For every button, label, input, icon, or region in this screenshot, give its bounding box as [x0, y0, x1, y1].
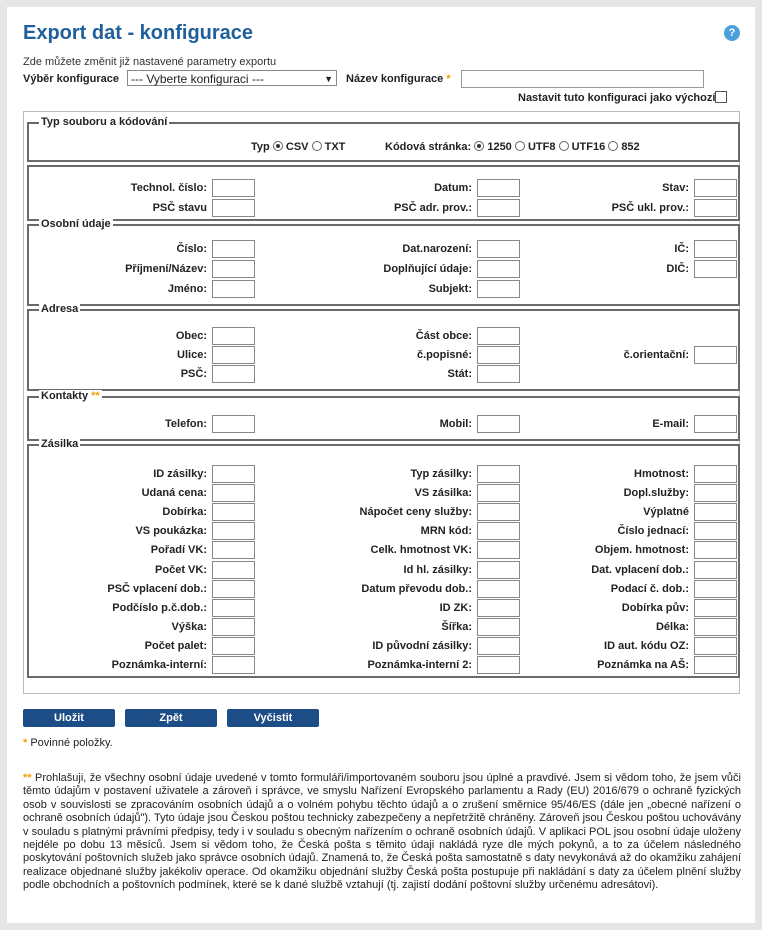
config-name-input[interactable]: [461, 70, 704, 88]
field-label: Ulice:: [177, 349, 207, 361]
field-label: Stav:: [662, 182, 689, 194]
field-input[interactable]: [694, 580, 737, 598]
field-label: VS zásilka:: [414, 487, 472, 500]
required-note-text: Povinné položky.: [30, 737, 113, 749]
field-label: č.orientační:: [623, 349, 689, 361]
field-label: Číslo:: [176, 243, 207, 255]
field-label: Poznámka-interní 2:: [367, 659, 472, 671]
radio-1250-label: 1250: [487, 141, 512, 153]
field-label: Dobírka:: [162, 506, 207, 519]
field-label: ID ZK:: [439, 601, 472, 614]
save-button[interactable]: Uložit: [23, 709, 115, 727]
radio-utf8-label: UTF8: [527, 141, 556, 153]
field-label: Hmotnost:: [634, 468, 689, 480]
address-legend: Adresa: [41, 303, 79, 315]
field-input[interactable]: [212, 365, 255, 383]
field-input[interactable]: [212, 327, 255, 345]
radio-utf16-label: UTF16: [571, 141, 606, 153]
field-label: PSČ vplacení dob.:: [107, 582, 207, 595]
config-name-label: [346, 73, 451, 85]
field-input[interactable]: [477, 327, 520, 345]
field-input[interactable]: [212, 618, 255, 636]
radio-txt-label: TXT: [324, 141, 346, 153]
field-input[interactable]: [212, 484, 255, 502]
field-label: Datum převodu dob.:: [361, 582, 472, 595]
field-label: Stát:: [447, 368, 472, 380]
field-label: Dopl.služby:: [623, 487, 689, 500]
field-label: PSČ ukl. prov.:: [611, 202, 689, 214]
field-input[interactable]: [694, 522, 737, 540]
field-label: Nápočet ceny služby:: [359, 506, 472, 519]
field-input[interactable]: [694, 561, 737, 579]
page-subtitle: Zde můžete změnit již nastavené parametry exportu: [23, 56, 277, 68]
type-label: Typ: [251, 141, 270, 153]
contacts-legend-text: Kontakty: [41, 390, 89, 402]
field-label: Výška:: [171, 620, 207, 633]
field-label: Technol. číslo:: [130, 182, 207, 194]
required-mark: *: [446, 73, 451, 85]
field-input[interactable]: [212, 541, 255, 559]
field-input[interactable]: [212, 346, 255, 364]
field-input[interactable]: [694, 465, 737, 483]
radio-utf16[interactable]: [559, 141, 569, 151]
page: [7, 7, 755, 923]
field-label: Typ zásilky:: [410, 468, 472, 480]
field-input[interactable]: [694, 179, 737, 197]
field-label: Pořadí VK:: [150, 544, 207, 557]
personal-legend: Osobní údaje: [41, 218, 111, 230]
help-icon[interactable]: ?: [724, 25, 740, 41]
general-fieldset: [27, 165, 740, 221]
field-label: PSČ adr. prov.:: [393, 202, 472, 214]
field-label: Subjekt:: [428, 283, 472, 295]
codepage-radio-group: [385, 141, 640, 153]
field-input[interactable]: [212, 260, 255, 278]
field-label: Objem. hmotnost:: [594, 544, 689, 557]
field-label: Dat. vplacení dob.:: [591, 563, 689, 576]
field-label: Délka:: [655, 620, 689, 633]
field-input[interactable]: [694, 199, 737, 217]
field-label: Doplňující údaje:: [383, 263, 472, 275]
address-fieldset: [27, 303, 740, 391]
radio-csv-label: CSV: [285, 141, 309, 153]
field-label: PSČ stavu: [152, 202, 207, 214]
field-label: Šířka:: [441, 620, 472, 633]
field-label: Část obce:: [415, 330, 472, 342]
default-config-checkbox[interactable]: [715, 91, 727, 103]
field-input[interactable]: [212, 199, 255, 217]
field-label: Celk. hmotnost VK:: [370, 544, 472, 557]
field-label: Obec:: [175, 330, 207, 342]
field-input[interactable]: [694, 656, 737, 674]
field-label: Datum:: [434, 182, 472, 194]
field-input[interactable]: [694, 260, 737, 278]
field-input[interactable]: [212, 179, 255, 197]
field-label: ID aut. kódu OZ:: [604, 639, 689, 652]
gdpr-mark: **: [91, 390, 100, 402]
field-input[interactable]: [212, 656, 255, 674]
field-label: E-mail:: [652, 418, 689, 430]
field-label: Podací č. dob.:: [610, 582, 689, 595]
clear-button[interactable]: Vyčistit: [227, 709, 319, 727]
radio-utf8[interactable]: [515, 141, 525, 151]
page-title: Export dat - konfigurace: [23, 22, 254, 44]
field-label: Podčíslo p.č.dob.:: [112, 601, 207, 614]
type-radio-group: [251, 141, 345, 153]
shipment-fieldset: [27, 438, 740, 678]
gdpr-declaration-mark: **: [23, 772, 32, 784]
field-label: PSČ:: [180, 368, 207, 380]
field-label: DIČ:: [666, 263, 689, 275]
field-input[interactable]: [694, 503, 737, 521]
field-label: Dobírka pův:: [621, 601, 689, 614]
field-input[interactable]: [477, 365, 520, 383]
config-select-label: Výběr konfigurace: [23, 73, 119, 85]
field-label: ID zásilky:: [153, 468, 207, 480]
field-input[interactable]: [212, 599, 255, 617]
contacts-legend: [39, 390, 102, 402]
default-config-label: Nastavit tuto konfiguraci jako výchozí: [518, 92, 716, 104]
gdpr-declaration: [23, 772, 741, 893]
field-label: Telefon:: [165, 418, 207, 430]
field-label: ID původní zásilky:: [372, 639, 472, 652]
field-label: Výplatné: [643, 506, 689, 519]
radio-txt[interactable]: [312, 141, 322, 151]
codepage-label: Kódová stránka:: [385, 141, 472, 153]
shipment-legend: Zásilka: [41, 438, 79, 450]
field-label: Číslo jednací:: [617, 525, 689, 538]
radio-852-label: 852: [621, 141, 640, 153]
field-input[interactable]: [694, 599, 737, 617]
required-note-mark: *: [23, 737, 28, 749]
radio-852[interactable]: [608, 141, 618, 151]
field-label: Příjmení/Název:: [125, 263, 207, 275]
config-select-value: --- Vyberte konfiguraci ---: [131, 72, 264, 86]
field-input[interactable]: [212, 503, 255, 521]
config-select[interactable]: [127, 70, 337, 86]
field-label: VS poukázka:: [135, 525, 207, 538]
field-label: IČ:: [674, 243, 689, 255]
field-input[interactable]: [694, 346, 737, 364]
field-label: Počet palet:: [144, 639, 207, 652]
field-input[interactable]: [694, 484, 737, 502]
field-input[interactable]: [212, 280, 255, 298]
field-input[interactable]: [694, 637, 737, 655]
field-label: Id hl. zásilky:: [403, 563, 472, 576]
personal-fieldset: [27, 218, 740, 306]
gdpr-declaration-text: Prohlašuji, že všechny osobní údaje uvedené v tomto formuláři/importovaném souboru jsou úplné a pravdivé. Jsem si vědom toho, že jsem vůči těmto údajům v postavení uživatele a zároveň i správce, ve smyslu Nařízení Evropského parlamentu a Rady (EU) 2016/679 o ochraně fyzických osob v souvislosti se zpracováním osobních údajů a o volném pohybu těchto údajů a o zrušení směrnice 95/46/ES (dále jen „obecné nařízení o ochraně osobních údajů"). Tyto údaje jsou Českou poštou technicky zabezpečeny a nepřetržitě chráněny. Zároveň jsou Českou poštou uchovávány v souladu s platnými právními předpisy, tedy i v souladu s obecným nařízením o ochraně osobních údajů. V aplikaci POL jsou osobní údaje uloženy nejdéle po dobu 13 měsíců. Jsem si vědom toho, že Česká pošta s těmito údaji nakládá ryze dle mých pokynů, a to za účelem následného poskytování poštovních služeb jako správce osobních údajů. Znamená to, že Česká pošta samostatně s daty nevykonává až do okamžiku zahájení realizace objednané služby jakékoliv operace. Od okamžiku objednání služby Česká pošta postupuje při nakládání s daty za účelem plnění služby podle obchodních a poštovních podmínek, které se k dané službě vztahují (tj. zajistí dodání poštovní služby určenému adresátovi).: [23, 772, 741, 892]
field-input[interactable]: [212, 240, 255, 258]
field-input[interactable]: [212, 580, 255, 598]
field-input[interactable]: [694, 240, 737, 258]
field-input[interactable]: [694, 415, 737, 433]
field-label: Počet VK:: [155, 563, 207, 576]
field-input[interactable]: [212, 415, 255, 433]
required-note: [23, 737, 113, 749]
field-input[interactable]: [212, 522, 255, 540]
field-input[interactable]: [694, 541, 737, 559]
radio-1250[interactable]: [474, 141, 484, 151]
field-label: Udaná cena:: [141, 487, 207, 500]
config-name-label-text: Název konfigurace: [346, 73, 444, 85]
field-input[interactable]: [212, 637, 255, 655]
field-label: Dat.narození:: [402, 243, 472, 255]
field-label: Poznámka na AŠ:: [597, 659, 689, 671]
contacts-fieldset: [27, 390, 740, 441]
field-input[interactable]: [212, 465, 255, 483]
radio-csv[interactable]: [273, 141, 283, 151]
back-button[interactable]: Zpět: [125, 709, 217, 727]
field-input[interactable]: [212, 561, 255, 579]
filetype-fieldset: [27, 116, 740, 162]
field-label: č.popisné:: [416, 349, 472, 361]
field-label: Poznámka-interní:: [111, 659, 207, 671]
filetype-legend: Typ souboru a kódování: [41, 116, 168, 128]
chevron-down-icon: ▼: [324, 74, 333, 84]
field-input[interactable]: [477, 280, 520, 298]
field-label: MRN kód:: [420, 525, 472, 538]
field-input[interactable]: [694, 618, 737, 636]
field-label: Jméno:: [167, 283, 207, 295]
field-label: Mobil:: [439, 418, 472, 430]
